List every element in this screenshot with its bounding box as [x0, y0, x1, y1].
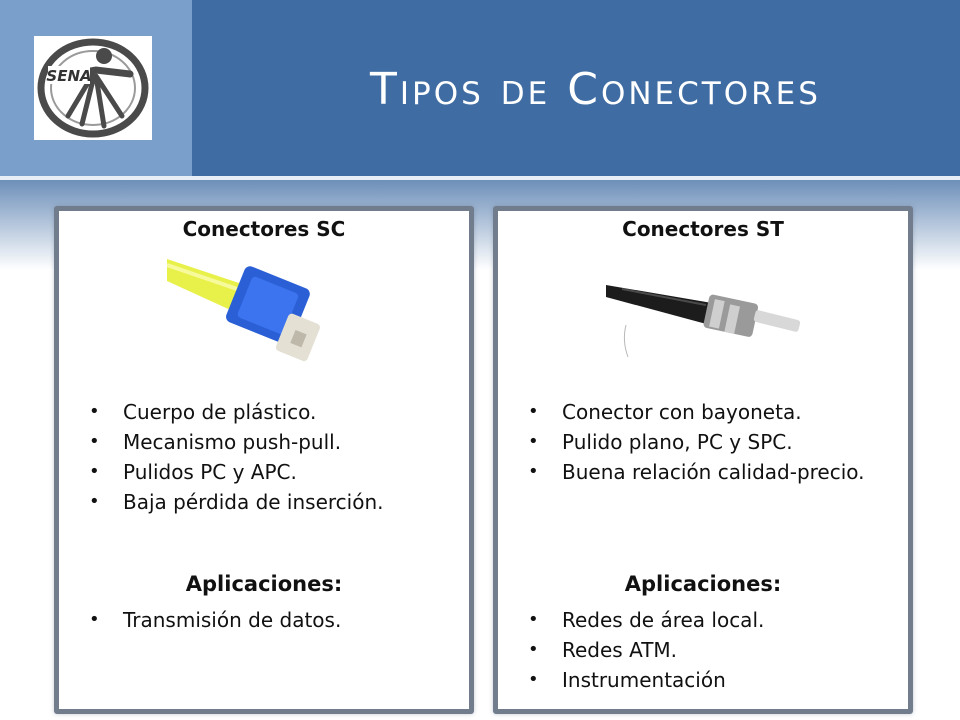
list-item: • Mecanismo push-pull. [89, 427, 459, 457]
list-item: • Pulidos PC y APC. [89, 457, 459, 487]
list-item: • Redes de área local. [528, 605, 898, 635]
list-item: • Redes ATM. [528, 635, 898, 665]
applications-heading: Aplicaciones: [624, 572, 782, 596]
sc-applications-list [89, 605, 459, 635]
st-connector-photo [602, 245, 808, 381]
list-item: • Pulido plano, PC y SPC. [528, 427, 868, 457]
panel-title: Conectores ST [622, 217, 784, 241]
list-item: • Instrumentación [528, 665, 898, 695]
panel-st-connectors [493, 206, 913, 714]
list-item: • Transmisión de datos. [89, 605, 459, 635]
list-item: • Buena relación calidad-precio. [528, 457, 868, 487]
panel-sc-connectors [54, 206, 474, 714]
sc-connector-photo [167, 245, 367, 381]
bullet-icon: • [89, 491, 100, 512]
sc-feature-list [89, 397, 459, 517]
bullet-icon: • [89, 609, 100, 630]
bullet-icon: • [89, 431, 100, 452]
bullet-icon: • [89, 401, 100, 422]
list-item: • Baja pérdida de inserción. [89, 487, 459, 517]
page-title: Tipos de Conectores [370, 64, 821, 115]
bullet-icon: • [89, 461, 100, 482]
bullet-icon: • [528, 461, 539, 482]
st-feature-list [528, 397, 868, 487]
bullet-icon: • [528, 669, 539, 690]
list-item: • Conector con bayoneta. [528, 397, 868, 427]
st-applications-list [528, 605, 898, 695]
bullet-icon: • [528, 401, 539, 422]
list-item: • Cuerpo de plástico. [89, 397, 459, 427]
sena-logo-icon [34, 36, 152, 140]
applications-heading: Aplicaciones: [185, 572, 343, 596]
panel-title: Conectores SC [182, 217, 346, 241]
logo-wordmark: SENA [46, 67, 92, 85]
bullet-icon: • [528, 609, 539, 630]
bullet-icon: • [528, 431, 539, 452]
bullet-icon: • [528, 639, 539, 660]
